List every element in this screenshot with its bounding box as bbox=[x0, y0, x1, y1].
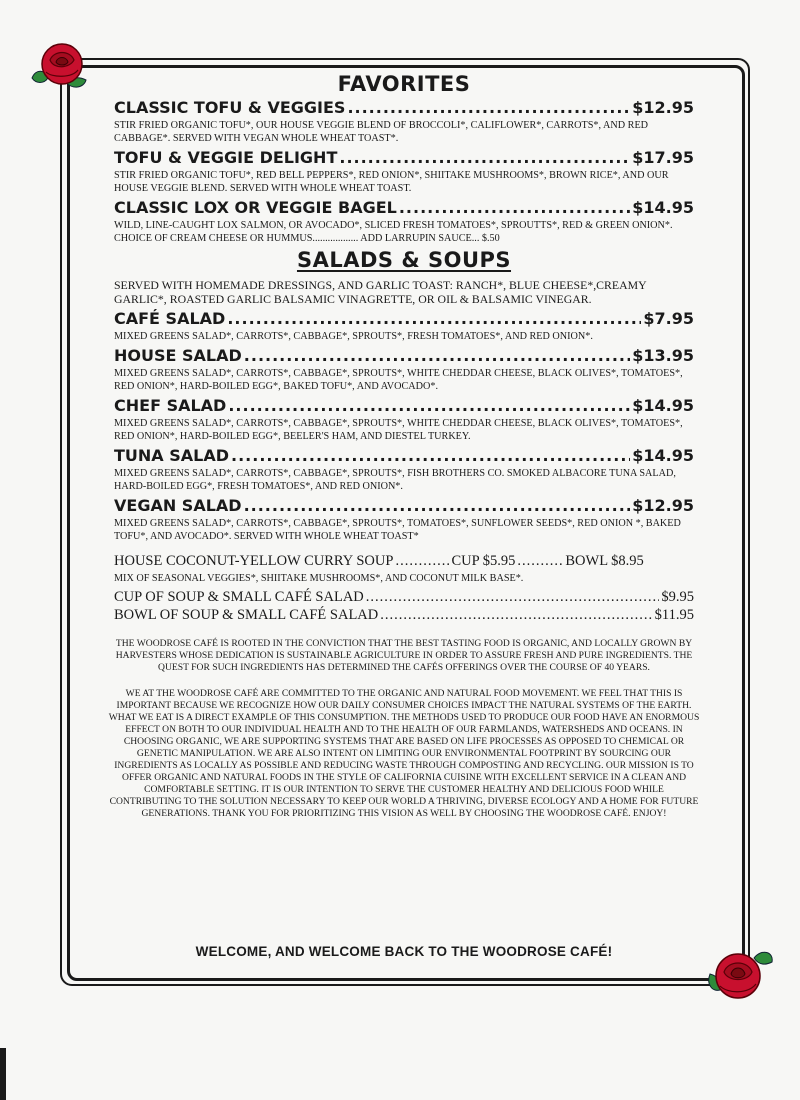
item-price: $14.95 bbox=[632, 198, 694, 217]
item-name: HOUSE SALAD bbox=[114, 346, 242, 365]
item-price: $14.95 bbox=[632, 446, 694, 465]
dot-leader bbox=[228, 396, 630, 416]
dot-leader bbox=[244, 346, 630, 366]
dot-leader bbox=[395, 551, 449, 571]
soup-cup-price: CUP $5.95 bbox=[451, 553, 516, 569]
combo-item bbox=[114, 588, 694, 606]
dot-leader bbox=[380, 606, 652, 624]
menu-item bbox=[114, 346, 694, 393]
item-name: BOWL OF SOUP & SMALL CAFÉ SALAD bbox=[114, 607, 379, 623]
about-paragraph-2: WE AT THE WOODROSE CAFÉ ARE COMMITTED TO THE ORGANIC AND NATURAL FOOD MOVEMENT. WE FEEL THAT THIS IS IMPORTANT BECAUSE WE RECOGNIZE HOW OUR DAILY CONSUMER CHOICES IMPACT THE NATURAL SYSTEMS OF THE EARTH. WHAT WE EAT IS A DIRECT EXAMPLE OF THIS CONSUMPTION. THE METHODS USED TO PRODUCE OUR FOOD HAVE AN ENORMOUS EFFECT ON BOTH TO OUR INDIVIDUAL HEALTH AND TO THE HEALTH OF OUR FARMLANDS, WATERSHEDS AND OCEANS. IN CHOOSING ORGANIC, WE ARE SUPPORTING SYSTEMS THAT ARE BASED ON LIFE PROCESSES AS OPPOSED TO CHEMICAL OR GENETIC MANIPULATION. WE ARE ALSO INTENT ON LIMITING OUR ENVIRONMENTAL FOOTPRINT BY SOURCING OUR INGREDIENTS AS LOCALLY AS POSSIBLE AND REDUCING WASTE THROUGH COMPOSTING AND RECYCLING. OUR MISSION IS TO OFFER ORGANIC AND NATURAL FOODS IN THE STYLE OF CALIFORNIA CUISINE WITH EXCELLENT SERVICE IN A CLEAN AND COMFORTABLE SETTING. IT IS OUR INTENTION TO SERVE THE CUSTOMER HEALTHY AND DELICIOUS FOOD WHILE CONTRIBUTING TO THE SOLUTION NECESSARY TO KEEP OUR WORLD A THRIVING, DIVERSE ECOLOGY AND A HOME FOR FUTURE GENERATIONS. THANK YOU FOR PRIORITIZING THIS VISION AS WELL BY CHOOSING THE WOODROSE CAFÉ. ENJOY! bbox=[108, 688, 700, 819]
menu-item bbox=[114, 198, 694, 245]
item-price: $17.95 bbox=[632, 148, 694, 167]
item-name: TUNA SALAD bbox=[114, 446, 230, 465]
dot-leader bbox=[339, 148, 630, 168]
item-description: WILD, LINE-CAUGHT LOX SALMON, OR AVOCADO*, SLICED FRESH TOMATOES*, SPROUTTS*, RED & GREEN ONION*. CHOICE OF CREAM CHEESE OR HUMMUS.................. ADD LARRUPIN SAUCE... $.50 bbox=[114, 220, 673, 244]
item-price: $11.95 bbox=[654, 607, 694, 623]
favorites-title: FAVORITES bbox=[337, 72, 471, 96]
dot-leader bbox=[517, 551, 563, 571]
welcome-message: WELCOME, AND WELCOME BACK TO THE WOODROSE CAFÉ! bbox=[195, 944, 613, 959]
salads-soups-title: SALADS & SOUPS bbox=[296, 248, 512, 272]
item-description: MIXED GREENS SALAD*, CARROTS*, CABBAGE*, SPROUTS*, WHITE CHEDDAR CHEESE, BLACK OLIVES*, TOMATOES*, RED ONION*, HARD-BOILED EGG*, BAKED TOFU*, AND AVOCADO*. bbox=[114, 368, 683, 392]
dot-leader bbox=[347, 98, 630, 118]
item-description: MIXED GREENS SALAD*, CARROTS*, CABBAGE*, SPROUTS*, WHITE CHEDDAR CHEESE, BLACK OLIVES*, TOMATOES*, RED ONION*, HARD-BOILED EGG*, BEELER'S HAM, AND DIESTEL TURKEY. bbox=[114, 418, 683, 442]
item-price: $14.95 bbox=[632, 396, 694, 415]
item-name: CLASSIC LOX OR VEGGIE BAGEL bbox=[114, 198, 397, 217]
item-price: $13.95 bbox=[632, 346, 694, 365]
item-description: STIR FRIED ORGANIC TOFU*, RED BELL PEPPERS*, RED ONION*, SHIITAKE MUSHROOMS*, BROWN RICE*, AND OUR HOUSE VEGGIE BLEND. SERVED WITH WHOLE WHEAT TOAST. bbox=[114, 170, 669, 194]
dot-leader bbox=[244, 496, 631, 516]
about-paragraph-1: THE WOODROSE CAFÉ IS ROOTED IN THE CONVICTION THAT THE BEST TASTING FOOD IS ORGANIC, AND LOCALLY GROWN BY HARVESTERS WHOSE DEDICATION IS SUSTAINABLE AGRICULTURE IN ORDER TO ASSURE FRESH AND PURE INGREDIENTS. THE QUEST FOR SUCH INGREDIENTS HAS DETERMINED THE CAFÉS OFFERINGS OVER THE COURSE OF 40 YEARS. bbox=[115, 638, 693, 673]
rose-bottom-right-icon bbox=[704, 944, 776, 1004]
soup-bowl-price: BOWL $8.95 bbox=[565, 553, 644, 569]
menu-item bbox=[114, 446, 694, 493]
menu-item bbox=[114, 148, 694, 195]
item-description: MIXED GREENS SALAD*, CARROTS*, CABBAGE*, SPROUTS*, FISH BROTHERS CO. SMOKED ALBACORE TUNA SALAD, HARD-BOILED EGG*, FRESH TOMATOES*, AND RED ONION*. bbox=[114, 468, 676, 492]
item-price: $12.95 bbox=[632, 98, 694, 117]
menu-item bbox=[114, 309, 694, 343]
item-name: CAFÉ SALAD bbox=[114, 309, 226, 328]
item-name: CUP OF SOUP & SMALL CAFÉ SALAD bbox=[114, 589, 364, 605]
scan-edge-mark bbox=[0, 1048, 6, 1100]
item-price: $9.95 bbox=[661, 589, 694, 605]
item-price: $12.95 bbox=[632, 496, 694, 515]
item-name: VEGAN SALAD bbox=[114, 496, 242, 515]
item-name: TOFU & VEGGIE DELIGHT bbox=[114, 148, 338, 167]
soup-description: MIX OF SEASONAL VEGGIES*, SHIITAKE MUSHROOMS*, AND COCONUT MILK BASE*. bbox=[114, 573, 524, 584]
item-price: $7.95 bbox=[643, 309, 694, 328]
menu-item bbox=[114, 396, 694, 443]
item-description: STIR FRIED ORGANIC TOFU*, OUR HOUSE VEGGIE BLEND OF BROCCOLI*, CALIFLOWER*, CARROTS*, AND RED CABBAGE*. SERVED WITH VEGAN WHOLE WHEAT TOAST*. bbox=[114, 120, 649, 144]
dot-leader bbox=[366, 588, 660, 606]
menu-item bbox=[114, 496, 694, 543]
item-name: CHEF SALAD bbox=[114, 396, 227, 415]
combo-item bbox=[114, 606, 694, 624]
salads-intro: SERVED WITH HOMEMADE DRESSINGS, AND GARLIC TOAST: RANCH*, BLUE CHEESE*,CREAMY GARLIC*, ROASTED GARLIC BALSAMIC VINAGRETTE, OR OIL & BALSAMIC VINEGAR. bbox=[114, 278, 647, 306]
soup-item bbox=[114, 551, 694, 585]
dot-leader bbox=[227, 309, 641, 329]
dot-leader bbox=[399, 198, 630, 218]
item-description: MIXED GREENS SALAD*, CARROTS*, CABBAGE*, SPROUTS*, FRESH TOMATOES*, AND RED ONION*. bbox=[114, 331, 593, 342]
rose-top-left-icon bbox=[26, 38, 90, 96]
item-description: MIXED GREENS SALAD*, CARROTS*, CABBAGE*, SPROUTS*, TOMATOES*, SUNFLOWER SEEDS*, RED ONION *, BAKED TOFU*, AND AVOCADO*. SERVED WITH WHOLE WHEAT TOAST* bbox=[114, 518, 681, 542]
menu-content bbox=[108, 72, 700, 820]
dot-leader bbox=[231, 446, 630, 466]
menu-item bbox=[114, 98, 694, 145]
item-name: CLASSIC TOFU & VEGGIES bbox=[114, 98, 346, 117]
soup-name: HOUSE COCONUT-YELLOW CURRY SOUP bbox=[114, 553, 394, 569]
